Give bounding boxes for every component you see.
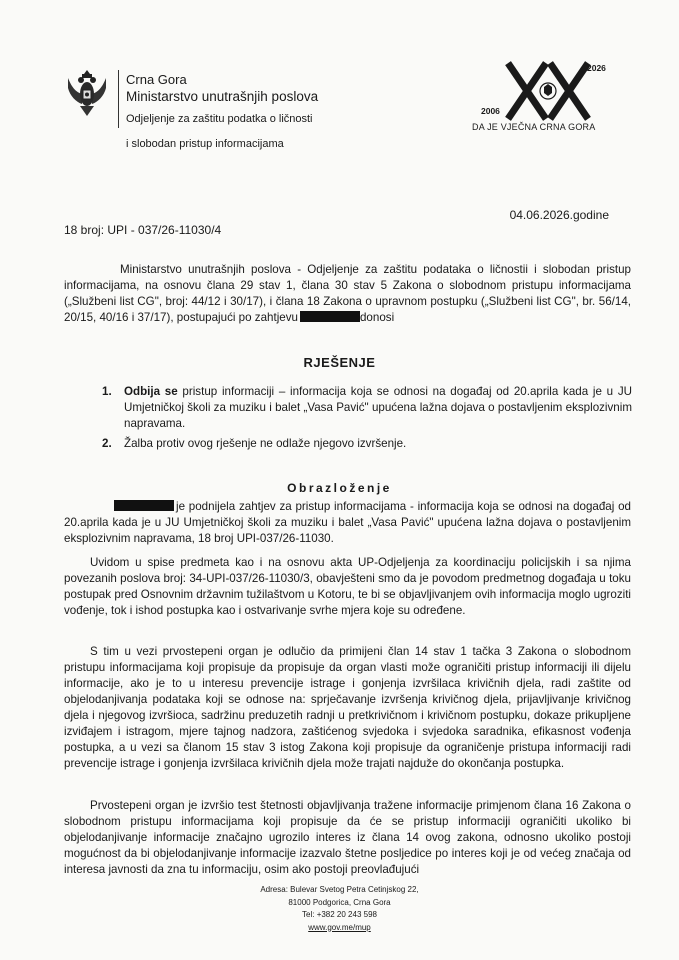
- footer-phone: Tel: +382 20 243 598: [302, 910, 377, 919]
- reasoning-paragraph-4: Prvostepeni organ je izvršio test štetnosti objavljivanja tražene informacije primjenom člana 16 Zakona o slobodnom pristupu informacijama koji propisuje da će se pristup informaciji ograničiti ukoliko bi objelodanjivanje informacije značajno ugrozilo interes iz člana 14 ovog zakona, odnosno ukoliko postoji mogućnost da bi objelodanjivanje informacije izazvalo štetne posljedice po interes koji je od većeg značaja od interesa javnosti da zna tu informaciju, osim ako postoji preovlađujući: [64, 799, 631, 876]
- logo-year-left: 2006: [481, 106, 500, 116]
- intro-paragraph: [64, 262, 631, 326]
- decision-item-text: Žalba protiv ovog rješenje ne odlaže njegovo izvršenje.: [124, 437, 407, 450]
- decision-item-1: [102, 384, 632, 432]
- footer-website-link[interactable]: www.gov.me/mup: [308, 922, 371, 932]
- logo-year-right: 2026: [587, 63, 606, 73]
- decision-item-number: 1.: [102, 385, 112, 398]
- org-ministry: Ministarstvo unutrašnjih poslova: [126, 89, 319, 104]
- logo-motto: DA JE VJEČNA CRNA GORA: [472, 122, 596, 132]
- reasoning-paragraph-2: Uvidom u spise predmeta kao i na osnovu akta UP-Odjeljenja za koordinaciju policijskih i sa njima povezanih poslova broj: 34-UPI-037/26-11030/3, obavješteni smo da je povodom predmetnog događaja u toku postupak pred Osnovnim državnim tužilaštvom u Kotoru, te bi se objavljivanjem ovih informacija moglo ugroziti vođenje, tok i ishod postupka kao i ostvarivanje svrhe mjera koje su određene.: [64, 556, 631, 617]
- intro-text: Ministarstvo unutrašnjih poslova - Odjeljenje za zaštitu podataka o ličnostii i slobodan pristup informacijama, na osnovu člana 29 stav 1, člana 30 stav 5 Zakona o slobodnom pristupu informacijama („Službeni list CG", broj: 44/12 i 30/17), i člana 18 Zakona o upravnom postupku („Službeni list CG", br. 56/14, 20/15, 40/16 i 37/17), postupajući po zahtjevu: [64, 263, 631, 324]
- redaction-bar: [114, 500, 174, 511]
- decision-item-number: 2.: [102, 437, 112, 450]
- coat-of-arms-icon: [62, 66, 112, 120]
- intro-text-end: donosi: [359, 311, 395, 324]
- org-department-line2: i slobodan pristup informacijama: [126, 138, 284, 150]
- decision-title: RJEŠENJE: [303, 355, 376, 370]
- footer-address: Adresa: Bulevar Svetog Petra Cetinjskog 22,: [260, 885, 419, 894]
- reasoning-paragraph-3: S tim u vezi prvostepeni organ je odlučio da primijeni član 14 stav 1 tačka 3 Zakona o slobodnom pristupu informacijama koji propisuje da propisuje da organ vlasti može ograničiti pristup informaciji ili dijelu informacije, ako je to u interesu prevencije istrage i gonjenja izvršilaca krivičnih djela, radi zaštite od objelodanjivanja podataka koji se odnose na: sprječavanje izvršenja krivičnog djela, prijavljivanje krivičnog djela i njegovog izvršioca, sadržinu preduzetih radnji u pretkrivičnom i krivičnom postupku, dokaze prikupljene izviđajem i istragom, mjere tajnog nadzora, zaštićenog svjedoka i svjedoka saradnika, efikasnost vođenja postupka, a u vezi sa članom 15 stav 3 istog Zakona koji propisuje da ograničenje pristupa informaciji radi prevencije istrage i gonjenja izvršilaca krivičnih djela može trajati najduže do okončanja postupka.: [64, 645, 631, 770]
- decision-item-2: [102, 436, 632, 452]
- reasoning-text-1: je podnijela zahtjev za pristup informacijama - informacija koja se odnosi na događaj od 20.aprila kada je u JU Umjetničkoj školi za muziku i balet „Vasa Pavić" upućena lažna dojava o postavljenim eksplozivnim napravama, 18 broj UPI-037/26-11030.: [64, 500, 631, 545]
- org-department-line1: Odjeljenje za zaštitu podatka o ličnosti: [126, 113, 313, 125]
- decision-item-bold: Odbija se: [124, 385, 178, 398]
- reference-number: 18 broj: UPI - 037/26-11030/4: [64, 223, 222, 237]
- document-date: 04.06.2026.godine: [509, 208, 609, 222]
- redaction-bar: [300, 311, 360, 322]
- decision-item-text: pristup informaciji – informacija koja se odnosi na događaj od 20.aprila kada je u JU Umjetničkoj školi za muziku i balet „Vasa Pavić" upućena lažna dojava o postavljenim eksplozivnim napravama.: [124, 385, 632, 430]
- header-divider: [118, 70, 119, 128]
- org-country: Crna Gora: [126, 72, 187, 87]
- footer-city: 81000 Podgorica, Crna Gora: [288, 897, 391, 907]
- footer: [0, 884, 679, 934]
- reasoning-title: Obrazloženje: [287, 481, 392, 495]
- reasoning-paragraph-1: [64, 499, 631, 547]
- decision-list: [102, 384, 632, 452]
